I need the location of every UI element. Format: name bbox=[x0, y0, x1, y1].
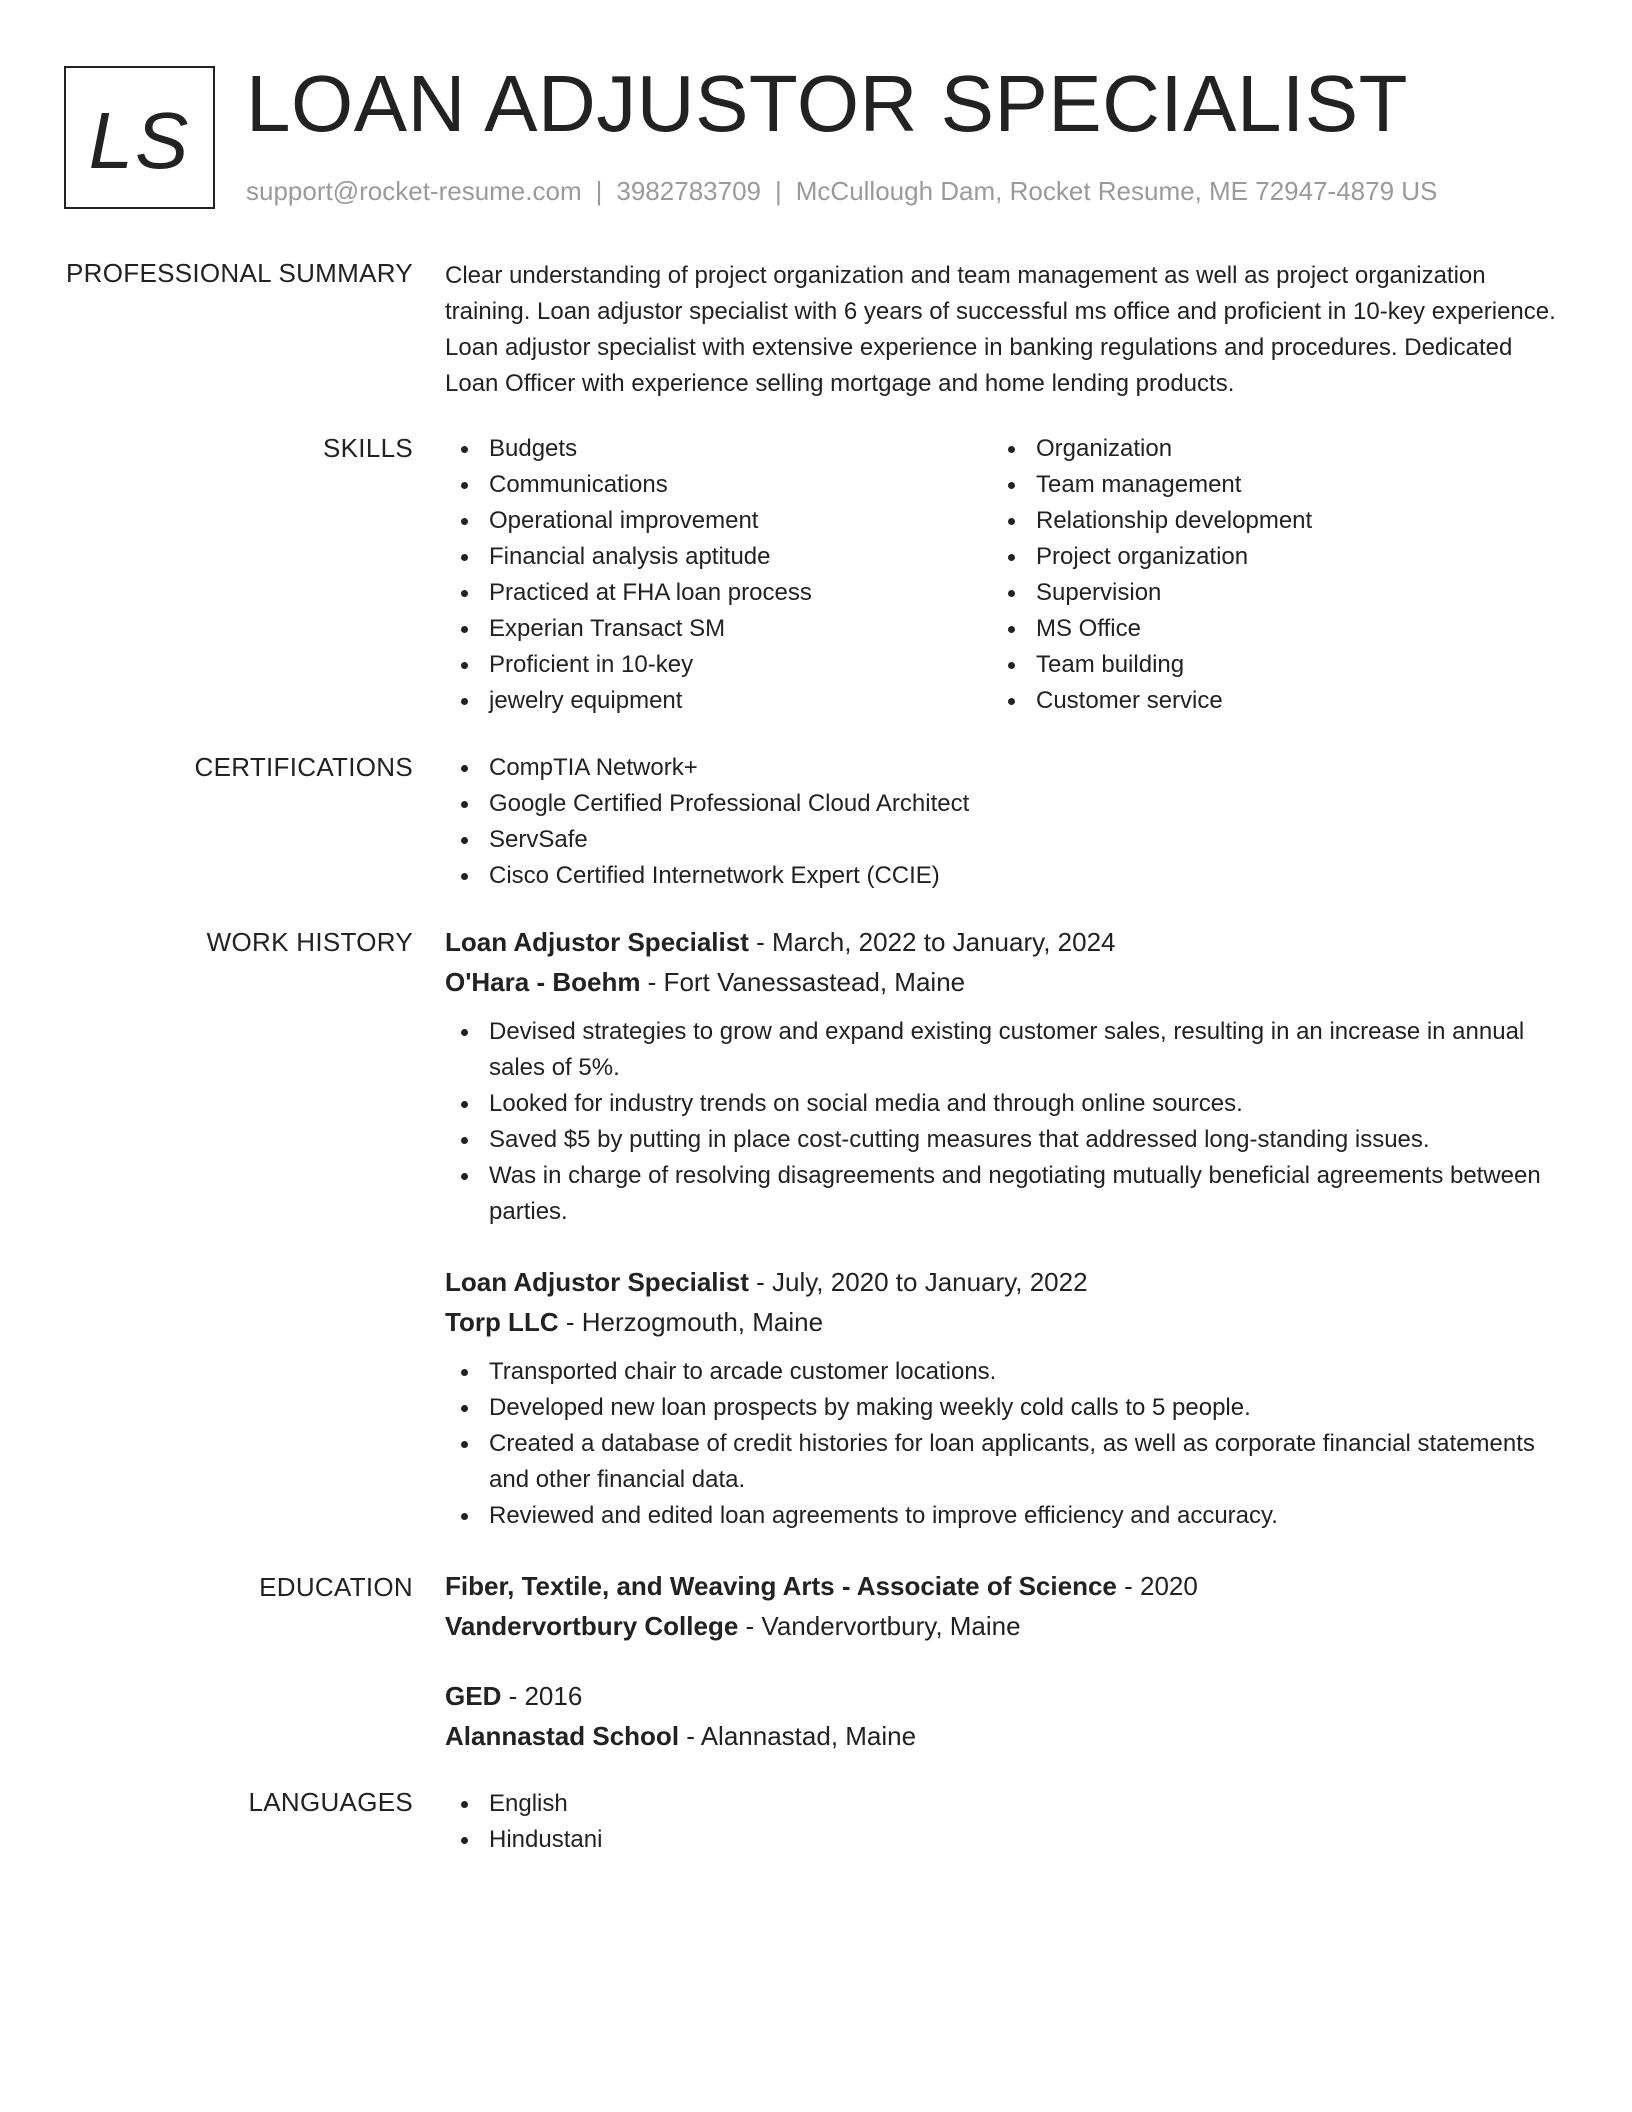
job-title-line bbox=[445, 1264, 1560, 1300]
skill-item: Relationship development bbox=[992, 503, 1539, 539]
skills-column-left bbox=[445, 431, 992, 719]
job-company-line bbox=[445, 964, 1560, 1000]
entry-spacer bbox=[445, 1644, 1560, 1678]
education-year: - 2016 bbox=[501, 1681, 583, 1711]
certification-item: Google Certified Professional Cloud Architect bbox=[445, 786, 1560, 822]
section-label-work-history: WORK HISTORY bbox=[206, 927, 413, 957]
education-location: - Vandervortbury, Maine bbox=[738, 1611, 1021, 1641]
job-duty-item: Was in charge of resolving disagreements and negotiating mutually beneficial agreements between parties. bbox=[445, 1158, 1560, 1230]
skill-item: MS Office bbox=[992, 611, 1539, 647]
monogram-initials: LS bbox=[88, 95, 191, 185]
entry-spacer bbox=[445, 1230, 1560, 1264]
section-label-summary: PROFESSIONAL SUMMARY bbox=[66, 258, 413, 288]
contact-email[interactable]: support@rocket-resume.com bbox=[246, 176, 582, 206]
job-duty-item: Devised strategies to grow and expand existing customer sales, resulting in an increase in annual sales of 5%. bbox=[445, 1014, 1560, 1086]
certification-item: CompTIA Network+ bbox=[445, 750, 1560, 786]
skills-column-right bbox=[992, 431, 1539, 719]
skill-item: Communications bbox=[445, 467, 992, 503]
skill-item: Financial analysis aptitude bbox=[445, 539, 992, 575]
section-label-skills: SKILLS bbox=[323, 433, 413, 463]
skill-item: Experian Transact SM bbox=[445, 611, 992, 647]
skill-item: Team building bbox=[992, 647, 1539, 683]
resume-title: LOAN ADJUSTOR SPECIALIST bbox=[246, 59, 1408, 148]
skill-item: Customer service bbox=[992, 683, 1539, 719]
skill-item: Proficient in 10-key bbox=[445, 647, 992, 683]
skill-item: Practiced at FHA loan process bbox=[445, 575, 992, 611]
job-duty-item: Created a database of credit histories for loan applicants, as well as corporate financial statements and other financial data. bbox=[445, 1426, 1560, 1498]
skill-item: Team management bbox=[992, 467, 1539, 503]
job-entry bbox=[445, 1264, 1560, 1534]
education-degree: GED bbox=[445, 1681, 502, 1711]
job-company: O'Hara - Boehm bbox=[445, 967, 641, 997]
job-duties bbox=[445, 1014, 1560, 1230]
job-duty-item: Transported chair to arcade customer locations. bbox=[445, 1354, 1560, 1390]
education-school-line bbox=[445, 1608, 1560, 1644]
skill-item: jewelry equipment bbox=[445, 683, 992, 719]
job-duties bbox=[445, 1354, 1560, 1534]
section-label-education: EDUCATION bbox=[259, 1572, 413, 1602]
certification-item: Cisco Certified Internetwork Expert (CCIE) bbox=[445, 858, 1560, 894]
education-entry bbox=[445, 1678, 1560, 1754]
skill-item: Organization bbox=[992, 431, 1539, 467]
contact-address: McCullough Dam, Rocket Resume, ME 72947-4879 US bbox=[795, 176, 1438, 206]
education-school: Vandervortbury College bbox=[445, 1611, 739, 1641]
job-company-line bbox=[445, 1304, 1560, 1340]
education-location: - Alannastad, Maine bbox=[679, 1721, 917, 1751]
skill-item: Operational improvement bbox=[445, 503, 992, 539]
section-label-certifications: CERTIFICATIONS bbox=[194, 752, 413, 782]
skills-list bbox=[445, 431, 1560, 719]
job-duty-item: Developed new loan prospects by making weekly cold calls to 5 people. bbox=[445, 1390, 1560, 1426]
work-history bbox=[445, 924, 1560, 1534]
job-location: - Fort Vanessastead, Maine bbox=[640, 967, 966, 997]
education-degree-line bbox=[445, 1568, 1560, 1604]
job-duty-item: Saved $5 by putting in place cost-cutting measures that addressed long-standing issues. bbox=[445, 1122, 1560, 1158]
contact-separator: | bbox=[595, 176, 603, 206]
job-location: - Herzogmouth, Maine bbox=[558, 1307, 824, 1337]
job-entry bbox=[445, 924, 1560, 1230]
job-title-line bbox=[445, 924, 1560, 960]
education-school-line bbox=[445, 1718, 1560, 1754]
certifications-list bbox=[445, 750, 1560, 894]
education-school: Alannastad School bbox=[445, 1721, 680, 1751]
summary-text: Clear understanding of project organization and team management as well as project organization training. Loan adjustor specialist with 6 years of successful ms office and proficient in 10-key experience. Loan adjustor specialist with extensive experience in banking regulations and procedures. Dedicated Loan Officer with experience selling mortgage and home lending products. bbox=[445, 262, 1556, 397]
languages-list bbox=[445, 1786, 1560, 1858]
job-duty-item: Looked for industry trends on social media and through online sources. bbox=[445, 1086, 1560, 1122]
language-item: Hindustani bbox=[445, 1822, 1560, 1858]
education bbox=[445, 1568, 1560, 1754]
contact-phone[interactable]: 3982783709 bbox=[616, 176, 761, 206]
education-degree: Fiber, Textile, and Weaving Arts - Associate of Science bbox=[445, 1571, 1117, 1601]
education-year: - 2020 bbox=[1116, 1571, 1198, 1601]
job-title: Loan Adjustor Specialist bbox=[445, 927, 749, 957]
job-dates: - July, 2020 to January, 2022 bbox=[748, 1267, 1088, 1297]
certification-item: ServSafe bbox=[445, 822, 1560, 858]
job-dates: - March, 2022 to January, 2024 bbox=[748, 927, 1116, 957]
education-degree-line bbox=[445, 1678, 1560, 1714]
skill-item: Budgets bbox=[445, 431, 992, 467]
language-item: English bbox=[445, 1786, 1560, 1822]
job-duty-item: Reviewed and edited loan agreements to improve efficiency and accuracy. bbox=[445, 1498, 1560, 1534]
education-entry bbox=[445, 1568, 1560, 1644]
section-label-languages: LANGUAGES bbox=[248, 1787, 413, 1817]
skill-item: Project organization bbox=[992, 539, 1539, 575]
skill-item: Supervision bbox=[992, 575, 1539, 611]
job-title: Loan Adjustor Specialist bbox=[445, 1267, 749, 1297]
monogram-logo bbox=[64, 66, 215, 209]
contact-separator: | bbox=[775, 176, 782, 206]
contact-line bbox=[246, 174, 1437, 208]
job-company: Torp LLC bbox=[445, 1307, 559, 1337]
